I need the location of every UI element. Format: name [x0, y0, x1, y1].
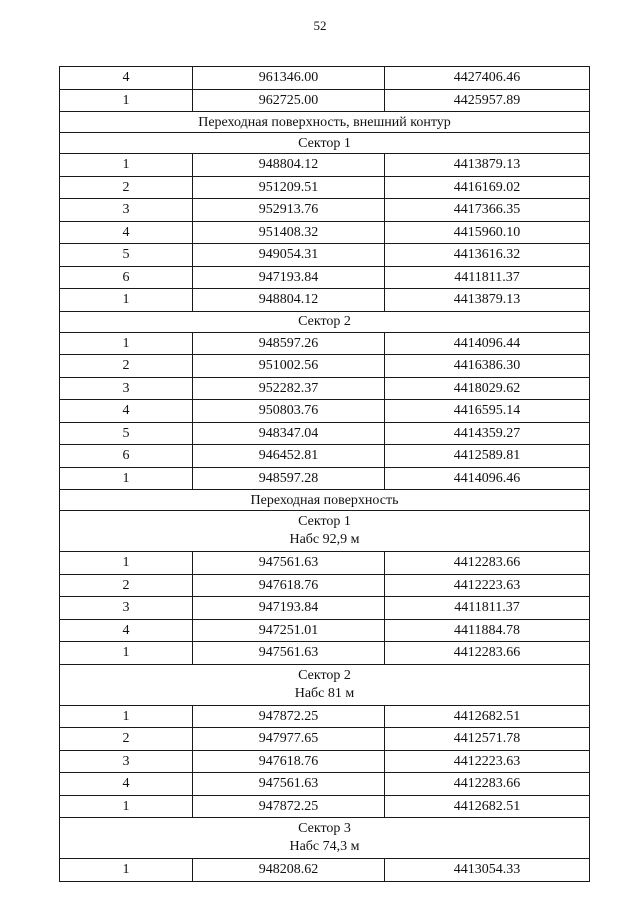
y-coordinate-cell: 4413054.33 [385, 859, 590, 882]
y-coordinate-cell: 4413879.13 [385, 289, 590, 312]
point-number-cell: 6 [60, 266, 193, 289]
y-coordinate-cell: 4413879.13 [385, 154, 590, 177]
section-header-row [60, 664, 590, 705]
table-row [60, 859, 590, 882]
x-coordinate-cell: 948804.12 [193, 154, 385, 177]
x-coordinate-cell: 947977.65 [193, 728, 385, 751]
table-row [60, 266, 590, 289]
y-coordinate-cell: 4415960.10 [385, 221, 590, 244]
point-number-cell: 5 [60, 422, 193, 445]
coordinates-table-body [60, 67, 590, 882]
section-header-line: Сектор 1 [298, 135, 351, 151]
x-coordinate-cell: 952282.37 [193, 377, 385, 400]
x-coordinate-cell: 948597.26 [193, 332, 385, 355]
table-row [60, 728, 590, 751]
y-coordinate-cell: 4411811.37 [385, 597, 590, 620]
point-number-cell: 1 [60, 89, 193, 112]
table-row [60, 67, 590, 90]
y-coordinate-cell: 4412682.51 [385, 795, 590, 818]
y-coordinate-cell: 4412682.51 [385, 705, 590, 728]
table-row [60, 176, 590, 199]
y-coordinate-cell: 4417366.35 [385, 199, 590, 222]
table-row [60, 89, 590, 112]
table-row [60, 221, 590, 244]
point-number-cell: 4 [60, 67, 193, 90]
y-coordinate-cell: 4411884.78 [385, 619, 590, 642]
y-coordinate-cell: 4427406.46 [385, 67, 590, 90]
y-coordinate-cell: 4412283.66 [385, 773, 590, 796]
x-coordinate-cell: 948347.04 [193, 422, 385, 445]
section-header-line: Сектор 2 [298, 314, 351, 329]
point-number-cell: 1 [60, 642, 193, 665]
point-number-cell: 4 [60, 221, 193, 244]
section-header-line: Сектор 1 [298, 514, 351, 529]
point-number-cell: 1 [60, 795, 193, 818]
y-coordinate-cell: 4414096.44 [385, 332, 590, 355]
table-row [60, 244, 590, 267]
x-coordinate-cell: 961346.00 [193, 67, 385, 90]
y-coordinate-cell: 4416169.02 [385, 176, 590, 199]
x-coordinate-cell: 962725.00 [193, 89, 385, 112]
y-coordinate-cell: 4413616.32 [385, 244, 590, 267]
x-coordinate-cell: 951408.32 [193, 221, 385, 244]
table-row [60, 597, 590, 620]
point-number-cell: 1 [60, 289, 193, 312]
table-row [60, 705, 590, 728]
table-row [60, 619, 590, 642]
x-coordinate-cell: 948208.62 [193, 859, 385, 882]
x-coordinate-cell: 952913.76 [193, 199, 385, 222]
x-coordinate-cell: 947618.76 [193, 574, 385, 597]
x-coordinate-cell: 951209.51 [193, 176, 385, 199]
y-coordinate-cell: 4411811.37 [385, 266, 590, 289]
section-header [60, 133, 590, 154]
point-number-cell: 1 [60, 705, 193, 728]
table-row [60, 642, 590, 665]
section-header-row [60, 511, 590, 552]
table-row [60, 773, 590, 796]
point-number-cell: 3 [60, 199, 193, 222]
section-header-row [60, 112, 590, 133]
section-header-line: Переходная поверхность [250, 492, 399, 508]
y-coordinate-cell: 4416386.30 [385, 355, 590, 378]
section-header-row [60, 818, 590, 859]
point-number-cell: 4 [60, 773, 193, 796]
point-number-cell: 2 [60, 176, 193, 199]
point-number-cell: 1 [60, 467, 193, 490]
section-header-row [60, 490, 590, 511]
y-coordinate-cell: 4414359.27 [385, 422, 590, 445]
section-header [60, 490, 590, 511]
table-row [60, 289, 590, 312]
table-row [60, 574, 590, 597]
table-row [60, 750, 590, 773]
y-coordinate-cell: 4425957.89 [385, 89, 590, 112]
y-coordinate-cell: 4412223.63 [385, 574, 590, 597]
table-row [60, 154, 590, 177]
table-row [60, 795, 590, 818]
point-number-cell: 4 [60, 400, 193, 423]
x-coordinate-cell: 947618.76 [193, 750, 385, 773]
coordinates-table [59, 66, 590, 882]
table-row [60, 199, 590, 222]
y-coordinate-cell: 4412571.78 [385, 728, 590, 751]
x-coordinate-cell: 947872.25 [193, 705, 385, 728]
x-coordinate-cell: 948804.12 [193, 289, 385, 312]
point-number-cell: 3 [60, 750, 193, 773]
point-number-cell: 5 [60, 244, 193, 267]
y-coordinate-cell: 4418029.62 [385, 377, 590, 400]
section-header-row [60, 133, 590, 154]
point-number-cell: 4 [60, 619, 193, 642]
table-row [60, 467, 590, 490]
x-coordinate-cell: 947561.63 [193, 773, 385, 796]
x-coordinate-cell: 947193.84 [193, 266, 385, 289]
x-coordinate-cell: 947561.63 [193, 642, 385, 665]
y-coordinate-cell: 4412283.66 [385, 642, 590, 665]
x-coordinate-cell: 947193.84 [193, 597, 385, 620]
section-header [60, 511, 590, 552]
x-coordinate-cell: 949054.31 [193, 244, 385, 267]
y-coordinate-cell: 4414096.46 [385, 467, 590, 490]
table-row [60, 377, 590, 400]
y-coordinate-cell: 4412589.81 [385, 445, 590, 468]
point-number-cell: 1 [60, 552, 193, 575]
y-coordinate-cell: 4416595.14 [385, 400, 590, 423]
section-header-line: Набс 92,9 м [289, 532, 360, 547]
section-header-row [60, 311, 590, 332]
point-number-cell: 1 [60, 859, 193, 882]
table-row [60, 552, 590, 575]
x-coordinate-cell: 946452.81 [193, 445, 385, 468]
section-header-line: Набс 74,3 м [289, 839, 360, 854]
point-number-cell: 2 [60, 355, 193, 378]
point-number-cell: 3 [60, 597, 193, 620]
y-coordinate-cell: 4412223.63 [385, 750, 590, 773]
section-header [60, 311, 590, 332]
x-coordinate-cell: 947251.01 [193, 619, 385, 642]
section-header-line: Переходная поверхность, внешний контур [198, 114, 451, 130]
point-number-cell: 1 [60, 332, 193, 355]
point-number-cell: 1 [60, 154, 193, 177]
table-row [60, 422, 590, 445]
point-number-cell: 2 [60, 728, 193, 751]
point-number-cell: 6 [60, 445, 193, 468]
x-coordinate-cell: 947561.63 [193, 552, 385, 575]
x-coordinate-cell: 948597.28 [193, 467, 385, 490]
table-row [60, 400, 590, 423]
section-header [60, 112, 590, 133]
x-coordinate-cell: 951002.56 [193, 355, 385, 378]
point-number-cell: 2 [60, 574, 193, 597]
table-row [60, 355, 590, 378]
x-coordinate-cell: 950803.76 [193, 400, 385, 423]
section-header-line: Сектор 2 [298, 667, 351, 683]
section-header [60, 818, 590, 859]
table-row [60, 332, 590, 355]
y-coordinate-cell: 4412283.66 [385, 552, 590, 575]
x-coordinate-cell: 947872.25 [193, 795, 385, 818]
section-header-line: Набс 81 м [294, 685, 355, 701]
point-number-cell: 3 [60, 377, 193, 400]
section-header [60, 664, 590, 705]
page-number: 52 [313, 18, 327, 33]
table-row [60, 445, 590, 468]
section-header-line: Сектор 3 [298, 821, 351, 836]
